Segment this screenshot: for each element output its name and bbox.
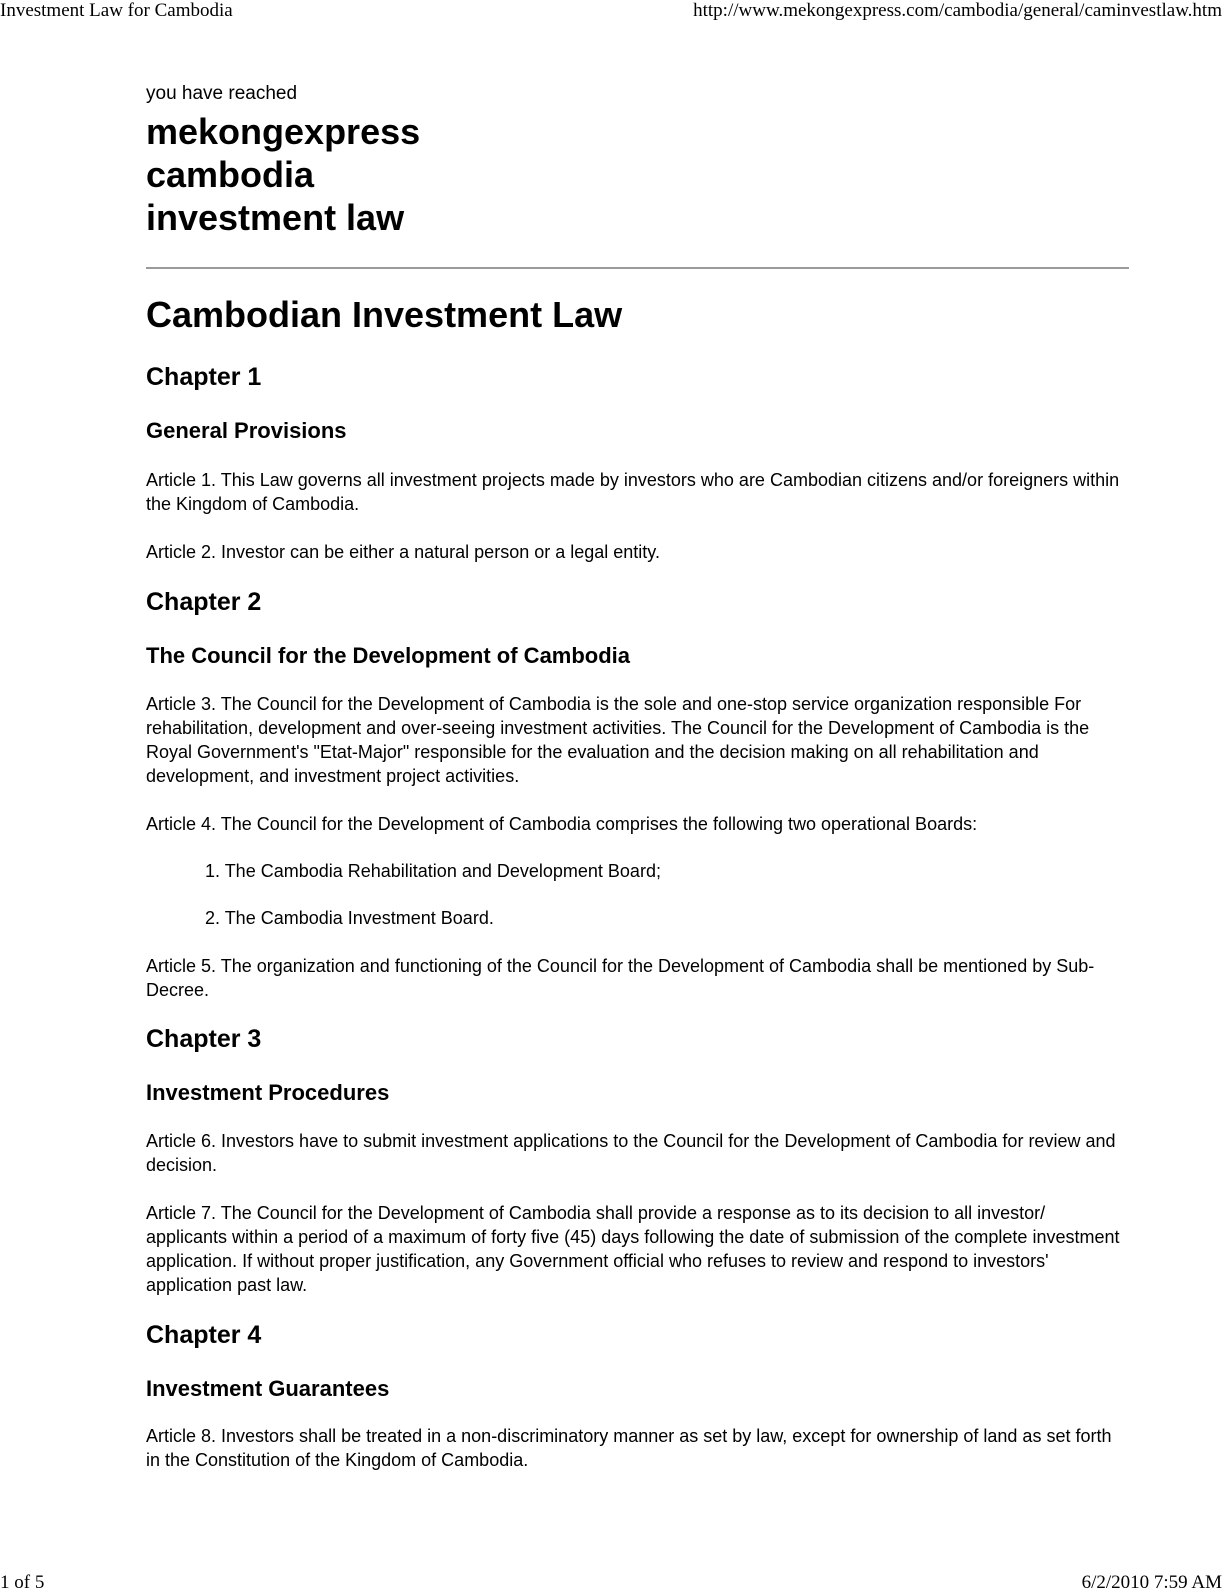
article-paragraph: Article 2. Investor can be either a natural person or a legal entity. [146, 542, 660, 562]
article-paragraph: Article 7. The Council for the Development of Cambodia shall provide a response as to its decision to all investor/ applicants within a period of a maximum of forty five (45) days following the date of submission of the complete investment application. If without proper justification, any Government official who refuses to review and respond to investors' application past law. [146, 1203, 1120, 1295]
main-content [146, 82, 1129, 1472]
horizontal-divider [146, 267, 1129, 269]
chapter-heading: Chapter 2 [146, 588, 262, 616]
chapter-heading: Chapter 3 [146, 1025, 262, 1053]
list-item: 2. The Cambodia Investment Board. [205, 908, 494, 928]
brand-line: mekongexpress [146, 111, 421, 152]
section-heading: Investment Procedures [146, 1080, 390, 1105]
chapter-heading: Chapter 4 [146, 1321, 262, 1349]
print-datetime: 6/2/2010 7:59 AM [1081, 1572, 1222, 1593]
section-heading: Investment Guarantees [146, 1376, 390, 1401]
page-url: http://www.mekongexpress.com/cambodia/general/caminvestlaw.htm [693, 0, 1222, 21]
article-paragraph: Article 8. Investors shall be treated in a non-discriminatory manner as set by law, except for ownership of land as set forth in the Constitution of the Kingdom of Cambodia. [146, 1426, 1112, 1470]
article-paragraph: Article 5. The organization and functioning of the Council for the Development of Cambodia shall be mentioned by Sub-Decree. [146, 956, 1095, 1000]
page-count: 1 of 5 [0, 1572, 45, 1593]
list-item: 1. The Cambodia Rehabilitation and Development Board; [205, 861, 661, 881]
print-footer [0, 1572, 1224, 1594]
section-heading: General Provisions [146, 418, 347, 443]
brand-line: investment law [146, 197, 405, 238]
article-paragraph: Article 4. The Council for the Development of Cambodia comprises the following two operational Boards: [146, 814, 978, 834]
document-title: Cambodian Investment Law [146, 294, 623, 335]
brand-line: cambodia [146, 154, 315, 195]
article-paragraph: Article 3. The Council for the Development of Cambodia is the sole and one-stop service organization responsible For rehabilitation, development and over-seeing investment activities. The Council for the Development of Cambodia is the Royal Government's "Etat-Major" responsible for the evaluation and the decision making on all rehabilitation and development, and investment project activities. [146, 694, 1090, 786]
tagline: you have reached [146, 83, 298, 104]
browser-page-title: Investment Law for Cambodia [0, 0, 233, 21]
article-paragraph: Article 1. This Law governs all investment projects made by investors who are Cambodian citizens and/or foreigners within the Kingdom of Cambodia. [146, 470, 1120, 514]
print-header [0, 0, 1224, 22]
section-heading: The Council for the Development of Cambodia [146, 643, 631, 668]
site-brand [146, 110, 1129, 239]
chapter-heading: Chapter 1 [146, 363, 262, 391]
article-paragraph: Article 6. Investors have to submit investment applications to the Council for the Development of Cambodia for review and decision. [146, 1131, 1116, 1175]
